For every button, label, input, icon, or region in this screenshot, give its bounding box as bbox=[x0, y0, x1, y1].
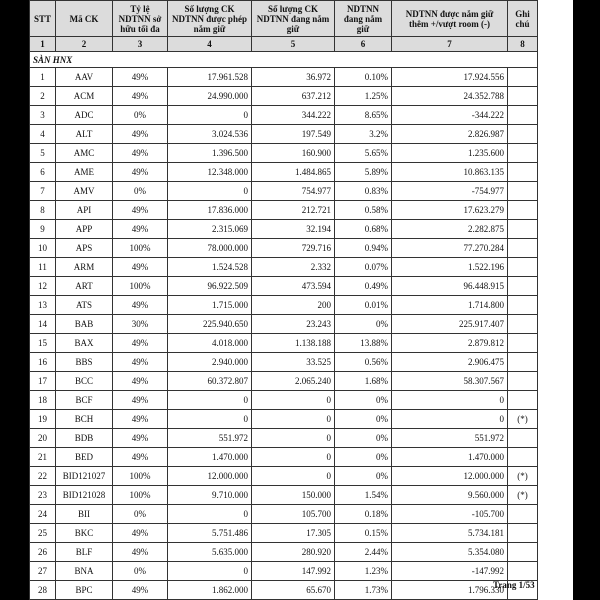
column-number: 6 bbox=[335, 37, 392, 52]
row-max-ratio: 49% bbox=[113, 581, 168, 600]
row-stt: 28 bbox=[30, 581, 56, 600]
row-allowed-qty: 1.396.500 bbox=[168, 144, 252, 163]
row-allowed-qty: 225.940.650 bbox=[168, 315, 252, 334]
row-max-ratio: 49% bbox=[113, 201, 168, 220]
table-row bbox=[30, 334, 538, 353]
table-row bbox=[30, 524, 538, 543]
row-remaining-room: 2.282.875 bbox=[392, 220, 508, 239]
row-max-ratio: 100% bbox=[113, 239, 168, 258]
row-allowed-qty: 0 bbox=[168, 106, 252, 125]
row-holding-pct: 1.25% bbox=[335, 87, 392, 106]
row-holding-qty: 212.721 bbox=[252, 201, 335, 220]
column-number: 2 bbox=[56, 37, 113, 52]
table-row bbox=[30, 125, 538, 144]
row-max-ratio: 49% bbox=[113, 163, 168, 182]
row-holding-pct: 13.88% bbox=[335, 334, 392, 353]
row-stt: 7 bbox=[30, 182, 56, 201]
row-allowed-qty: 551.972 bbox=[168, 429, 252, 448]
row-max-ratio: 49% bbox=[113, 543, 168, 562]
row-remaining-room: 1.796.330 bbox=[392, 581, 508, 600]
row-stock-code: BCH bbox=[56, 410, 113, 429]
header-allowed-qty: Số lượng CK NDTNN được phép nắm giữ bbox=[168, 1, 252, 37]
row-max-ratio: 49% bbox=[113, 391, 168, 410]
row-holding-qty: 17.305 bbox=[252, 524, 335, 543]
row-remaining-room: 58.307.567 bbox=[392, 372, 508, 391]
row-stt: 16 bbox=[30, 353, 56, 372]
row-remaining-room: 0 bbox=[392, 410, 508, 429]
row-max-ratio: 0% bbox=[113, 182, 168, 201]
row-stock-code: BID121028 bbox=[56, 486, 113, 505]
row-stock-code: AME bbox=[56, 163, 113, 182]
column-number: 8 bbox=[508, 37, 538, 52]
table-row bbox=[30, 486, 538, 505]
column-number: 1 bbox=[30, 37, 56, 52]
row-remaining-room: 96.448.915 bbox=[392, 277, 508, 296]
row-max-ratio: 49% bbox=[113, 87, 168, 106]
column-number: 4 bbox=[168, 37, 252, 52]
table-row bbox=[30, 581, 538, 600]
header-note: Ghi chú bbox=[508, 1, 538, 37]
row-note bbox=[508, 144, 538, 163]
row-note: (*) bbox=[508, 467, 538, 486]
table-row bbox=[30, 505, 538, 524]
table-row bbox=[30, 87, 538, 106]
row-holding-qty: 0 bbox=[252, 448, 335, 467]
row-stt: 27 bbox=[30, 562, 56, 581]
row-max-ratio: 49% bbox=[113, 220, 168, 239]
row-stt: 1 bbox=[30, 68, 56, 87]
row-max-ratio: 100% bbox=[113, 467, 168, 486]
table-row bbox=[30, 144, 538, 163]
row-stt: 22 bbox=[30, 467, 56, 486]
row-note bbox=[508, 220, 538, 239]
row-holding-pct: 0.01% bbox=[335, 296, 392, 315]
row-holding-pct: 8.65% bbox=[335, 106, 392, 125]
row-holding-qty: 150.000 bbox=[252, 486, 335, 505]
row-max-ratio: 100% bbox=[113, 277, 168, 296]
row-stt: 26 bbox=[30, 543, 56, 562]
row-note bbox=[508, 524, 538, 543]
row-stock-code: APP bbox=[56, 220, 113, 239]
row-holding-qty: 280.920 bbox=[252, 543, 335, 562]
row-holding-pct: 0.58% bbox=[335, 201, 392, 220]
row-remaining-room: 1.470.000 bbox=[392, 448, 508, 467]
row-holding-pct: 1.23% bbox=[335, 562, 392, 581]
row-stt: 15 bbox=[30, 334, 56, 353]
row-holding-pct: 1.54% bbox=[335, 486, 392, 505]
row-note bbox=[508, 87, 538, 106]
row-holding-pct: 0.49% bbox=[335, 277, 392, 296]
row-stt: 13 bbox=[30, 296, 56, 315]
header-stock-code: Mã CK bbox=[56, 1, 113, 37]
row-stt: 19 bbox=[30, 410, 56, 429]
row-holding-qty: 473.594 bbox=[252, 277, 335, 296]
row-holding-qty: 729.716 bbox=[252, 239, 335, 258]
row-allowed-qty: 96.922.509 bbox=[168, 277, 252, 296]
row-remaining-room: 2.826.987 bbox=[392, 125, 508, 144]
table-row bbox=[30, 429, 538, 448]
row-allowed-qty: 1.470.000 bbox=[168, 448, 252, 467]
row-remaining-room: 1.235.600 bbox=[392, 144, 508, 163]
row-note bbox=[508, 201, 538, 220]
row-stock-code: BAB bbox=[56, 315, 113, 334]
row-allowed-qty: 1.715.000 bbox=[168, 296, 252, 315]
row-holding-qty: 36.972 bbox=[252, 68, 335, 87]
row-remaining-room: 17.924.556 bbox=[392, 68, 508, 87]
row-max-ratio: 49% bbox=[113, 448, 168, 467]
row-holding-qty: 0 bbox=[252, 410, 335, 429]
row-holding-pct: 0% bbox=[335, 410, 392, 429]
row-stt: 10 bbox=[30, 239, 56, 258]
section-row bbox=[30, 52, 538, 68]
row-note bbox=[508, 429, 538, 448]
row-holding-pct: 0% bbox=[335, 429, 392, 448]
row-allowed-qty: 1.524.528 bbox=[168, 258, 252, 277]
row-max-ratio: 30% bbox=[113, 315, 168, 334]
row-max-ratio: 49% bbox=[113, 125, 168, 144]
table-row bbox=[30, 543, 538, 562]
row-holding-pct: 0% bbox=[335, 315, 392, 334]
row-remaining-room: 5.354.080 bbox=[392, 543, 508, 562]
row-max-ratio: 49% bbox=[113, 258, 168, 277]
row-remaining-room: -147.992 bbox=[392, 562, 508, 581]
row-stock-code: BBS bbox=[56, 353, 113, 372]
row-stock-code: BKC bbox=[56, 524, 113, 543]
table-row bbox=[30, 562, 538, 581]
row-holding-pct: 0% bbox=[335, 448, 392, 467]
row-note bbox=[508, 372, 538, 391]
row-holding-qty: 637.212 bbox=[252, 87, 335, 106]
row-stock-code: BAX bbox=[56, 334, 113, 353]
row-holding-qty: 197.549 bbox=[252, 125, 335, 144]
row-stt: 3 bbox=[30, 106, 56, 125]
row-allowed-qty: 5.751.486 bbox=[168, 524, 252, 543]
row-note bbox=[508, 277, 538, 296]
row-stt: 23 bbox=[30, 486, 56, 505]
row-stock-code: BED bbox=[56, 448, 113, 467]
row-remaining-room: 2.906.475 bbox=[392, 353, 508, 372]
row-stock-code: ALT bbox=[56, 125, 113, 144]
row-note bbox=[508, 315, 538, 334]
row-allowed-qty: 0 bbox=[168, 505, 252, 524]
row-holding-pct: 5.89% bbox=[335, 163, 392, 182]
row-allowed-qty: 2.315.069 bbox=[168, 220, 252, 239]
row-remaining-room: 225.917.407 bbox=[392, 315, 508, 334]
row-holding-qty: 754.977 bbox=[252, 182, 335, 201]
row-stock-code: BII bbox=[56, 505, 113, 524]
row-holding-pct: 3.2% bbox=[335, 125, 392, 144]
table-row bbox=[30, 410, 538, 429]
row-max-ratio: 49% bbox=[113, 334, 168, 353]
row-note bbox=[508, 543, 538, 562]
row-allowed-qty: 0 bbox=[168, 182, 252, 201]
row-stock-code: ADC bbox=[56, 106, 113, 125]
row-stock-code: ARM bbox=[56, 258, 113, 277]
row-remaining-room: 9.560.000 bbox=[392, 486, 508, 505]
row-holding-qty: 2.332 bbox=[252, 258, 335, 277]
table-row bbox=[30, 467, 538, 486]
row-max-ratio: 49% bbox=[113, 144, 168, 163]
row-note bbox=[508, 258, 538, 277]
table-row bbox=[30, 106, 538, 125]
row-holding-qty: 2.065.240 bbox=[252, 372, 335, 391]
row-note bbox=[508, 239, 538, 258]
row-stock-code: API bbox=[56, 201, 113, 220]
row-note bbox=[508, 353, 538, 372]
row-max-ratio: 49% bbox=[113, 410, 168, 429]
row-stock-code: ACM bbox=[56, 87, 113, 106]
table-row bbox=[30, 182, 538, 201]
table-row bbox=[30, 201, 538, 220]
row-note bbox=[508, 296, 538, 315]
row-stt: 17 bbox=[30, 372, 56, 391]
row-remaining-room: 12.000.000 bbox=[392, 467, 508, 486]
row-max-ratio: 0% bbox=[113, 106, 168, 125]
table-row bbox=[30, 239, 538, 258]
row-holding-qty: 33.525 bbox=[252, 353, 335, 372]
row-holding-qty: 200 bbox=[252, 296, 335, 315]
row-note bbox=[508, 125, 538, 144]
row-remaining-room: 24.352.788 bbox=[392, 87, 508, 106]
row-stt: 24 bbox=[30, 505, 56, 524]
row-allowed-qty: 78.000.000 bbox=[168, 239, 252, 258]
row-stt: 12 bbox=[30, 277, 56, 296]
row-remaining-room: 17.623.279 bbox=[392, 201, 508, 220]
row-holding-qty: 160.900 bbox=[252, 144, 335, 163]
row-allowed-qty: 2.940.000 bbox=[168, 353, 252, 372]
row-note bbox=[508, 505, 538, 524]
row-holding-pct: 0.18% bbox=[335, 505, 392, 524]
row-note bbox=[508, 448, 538, 467]
table-row bbox=[30, 277, 538, 296]
row-holding-pct: 5.65% bbox=[335, 144, 392, 163]
row-remaining-room: 1.714.800 bbox=[392, 296, 508, 315]
row-holding-qty: 344.222 bbox=[252, 106, 335, 125]
row-stt: 18 bbox=[30, 391, 56, 410]
row-stock-code: BCF bbox=[56, 391, 113, 410]
row-allowed-qty: 24.990.000 bbox=[168, 87, 252, 106]
row-stock-code: ART bbox=[56, 277, 113, 296]
row-holding-pct: 0.15% bbox=[335, 524, 392, 543]
row-stock-code: AMC bbox=[56, 144, 113, 163]
row-allowed-qty: 17.836.000 bbox=[168, 201, 252, 220]
header-row bbox=[30, 1, 538, 37]
row-holding-pct: 0.68% bbox=[335, 220, 392, 239]
row-note bbox=[508, 68, 538, 87]
row-holding-pct: 0.83% bbox=[335, 182, 392, 201]
row-stt: 8 bbox=[30, 201, 56, 220]
row-remaining-room: -754.977 bbox=[392, 182, 508, 201]
row-stt: 11 bbox=[30, 258, 56, 277]
row-allowed-qty: 17.961.528 bbox=[168, 68, 252, 87]
row-note: (*) bbox=[508, 486, 538, 505]
row-holding-pct: 0% bbox=[335, 467, 392, 486]
row-remaining-room: 2.879.812 bbox=[392, 334, 508, 353]
row-stt: 2 bbox=[30, 87, 56, 106]
row-stock-code: AAV bbox=[56, 68, 113, 87]
column-number: 5 bbox=[252, 37, 335, 52]
table-row bbox=[30, 163, 538, 182]
header-remaining-room: NDTNN được nắm giữ thêm +/vượt room (-) bbox=[392, 1, 508, 37]
table-row bbox=[30, 220, 538, 239]
row-allowed-qty: 3.024.536 bbox=[168, 125, 252, 144]
row-stock-code: BCC bbox=[56, 372, 113, 391]
row-max-ratio: 100% bbox=[113, 486, 168, 505]
page-number: Trang 1/53 bbox=[493, 580, 535, 590]
row-holding-qty: 105.700 bbox=[252, 505, 335, 524]
row-remaining-room: 5.734.181 bbox=[392, 524, 508, 543]
row-stock-code: BLF bbox=[56, 543, 113, 562]
section-title: SÀN HNX bbox=[30, 52, 538, 68]
row-holding-qty: 0 bbox=[252, 467, 335, 486]
row-stt: 21 bbox=[30, 448, 56, 467]
header-stt: STT bbox=[30, 1, 56, 37]
row-stock-code: BDB bbox=[56, 429, 113, 448]
column-number: 7 bbox=[392, 37, 508, 52]
row-holding-pct: 2.44% bbox=[335, 543, 392, 562]
row-allowed-qty: 12.348.000 bbox=[168, 163, 252, 182]
row-remaining-room: 551.972 bbox=[392, 429, 508, 448]
row-allowed-qty: 5.635.000 bbox=[168, 543, 252, 562]
table-row bbox=[30, 353, 538, 372]
row-allowed-qty: 4.018.000 bbox=[168, 334, 252, 353]
row-note bbox=[508, 163, 538, 182]
row-note bbox=[508, 182, 538, 201]
row-holding-qty: 32.194 bbox=[252, 220, 335, 239]
row-holding-qty: 65.670 bbox=[252, 581, 335, 600]
row-holding-pct: 0.94% bbox=[335, 239, 392, 258]
row-max-ratio: 0% bbox=[113, 562, 168, 581]
row-holding-pct: 1.73% bbox=[335, 581, 392, 600]
row-remaining-room: 10.863.135 bbox=[392, 163, 508, 182]
row-remaining-room: 0 bbox=[392, 391, 508, 410]
row-max-ratio: 49% bbox=[113, 524, 168, 543]
row-max-ratio: 49% bbox=[113, 372, 168, 391]
table-row bbox=[30, 315, 538, 334]
foreign-ownership-table bbox=[29, 0, 538, 600]
row-holding-qty: 0 bbox=[252, 429, 335, 448]
row-holding-pct: 0.07% bbox=[335, 258, 392, 277]
row-allowed-qty: 0 bbox=[168, 391, 252, 410]
row-holding-pct: 0% bbox=[335, 391, 392, 410]
row-remaining-room: 77.270.284 bbox=[392, 239, 508, 258]
row-stock-code: AMV bbox=[56, 182, 113, 201]
row-allowed-qty: 9.710.000 bbox=[168, 486, 252, 505]
table-row bbox=[30, 68, 538, 87]
row-stt: 20 bbox=[30, 429, 56, 448]
row-stock-code: APS bbox=[56, 239, 113, 258]
row-note bbox=[508, 562, 538, 581]
row-holding-pct: 1.68% bbox=[335, 372, 392, 391]
row-max-ratio: 49% bbox=[113, 353, 168, 372]
row-max-ratio: 0% bbox=[113, 505, 168, 524]
column-number-row bbox=[30, 37, 538, 52]
row-stt: 9 bbox=[30, 220, 56, 239]
row-note bbox=[508, 334, 538, 353]
row-holding-qty: 0 bbox=[252, 391, 335, 410]
row-stock-code: ATS bbox=[56, 296, 113, 315]
row-holding-pct: 0.10% bbox=[335, 68, 392, 87]
row-allowed-qty: 0 bbox=[168, 562, 252, 581]
row-holding-qty: 147.992 bbox=[252, 562, 335, 581]
row-stt: 4 bbox=[30, 125, 56, 144]
table-row bbox=[30, 391, 538, 410]
row-note bbox=[508, 106, 538, 125]
row-holding-pct: 0.56% bbox=[335, 353, 392, 372]
row-max-ratio: 49% bbox=[113, 429, 168, 448]
row-stt: 25 bbox=[30, 524, 56, 543]
row-allowed-qty: 1.862.000 bbox=[168, 581, 252, 600]
column-number: 3 bbox=[113, 37, 168, 52]
header-holding-qty: Số lượng CK NDTNN đang nắm giữ bbox=[252, 1, 335, 37]
row-remaining-room: -344.222 bbox=[392, 106, 508, 125]
row-stt: 14 bbox=[30, 315, 56, 334]
header-holding-pct: NDTNN đang nắm giữ bbox=[335, 1, 392, 37]
row-holding-qty: 23.243 bbox=[252, 315, 335, 334]
table-row bbox=[30, 448, 538, 467]
row-note bbox=[508, 391, 538, 410]
row-allowed-qty: 0 bbox=[168, 410, 252, 429]
row-remaining-room: -105.700 bbox=[392, 505, 508, 524]
row-stt: 5 bbox=[30, 144, 56, 163]
row-stt: 6 bbox=[30, 163, 56, 182]
row-holding-qty: 1.138.188 bbox=[252, 334, 335, 353]
row-max-ratio: 49% bbox=[113, 296, 168, 315]
table-row bbox=[30, 372, 538, 391]
row-allowed-qty: 60.372.807 bbox=[168, 372, 252, 391]
row-stock-code: BPC bbox=[56, 581, 113, 600]
table-row bbox=[30, 296, 538, 315]
row-max-ratio: 49% bbox=[113, 68, 168, 87]
header-max-ratio: Tỷ lệ NDTNN sở hữu tối đa bbox=[113, 1, 168, 37]
row-stock-code: BID121027 bbox=[56, 467, 113, 486]
row-allowed-qty: 12.000.000 bbox=[168, 467, 252, 486]
row-remaining-room: 1.522.196 bbox=[392, 258, 508, 277]
row-stock-code: BNA bbox=[56, 562, 113, 581]
row-note: (*) bbox=[508, 410, 538, 429]
table-row bbox=[30, 258, 538, 277]
row-holding-qty: 1.484.865 bbox=[252, 163, 335, 182]
